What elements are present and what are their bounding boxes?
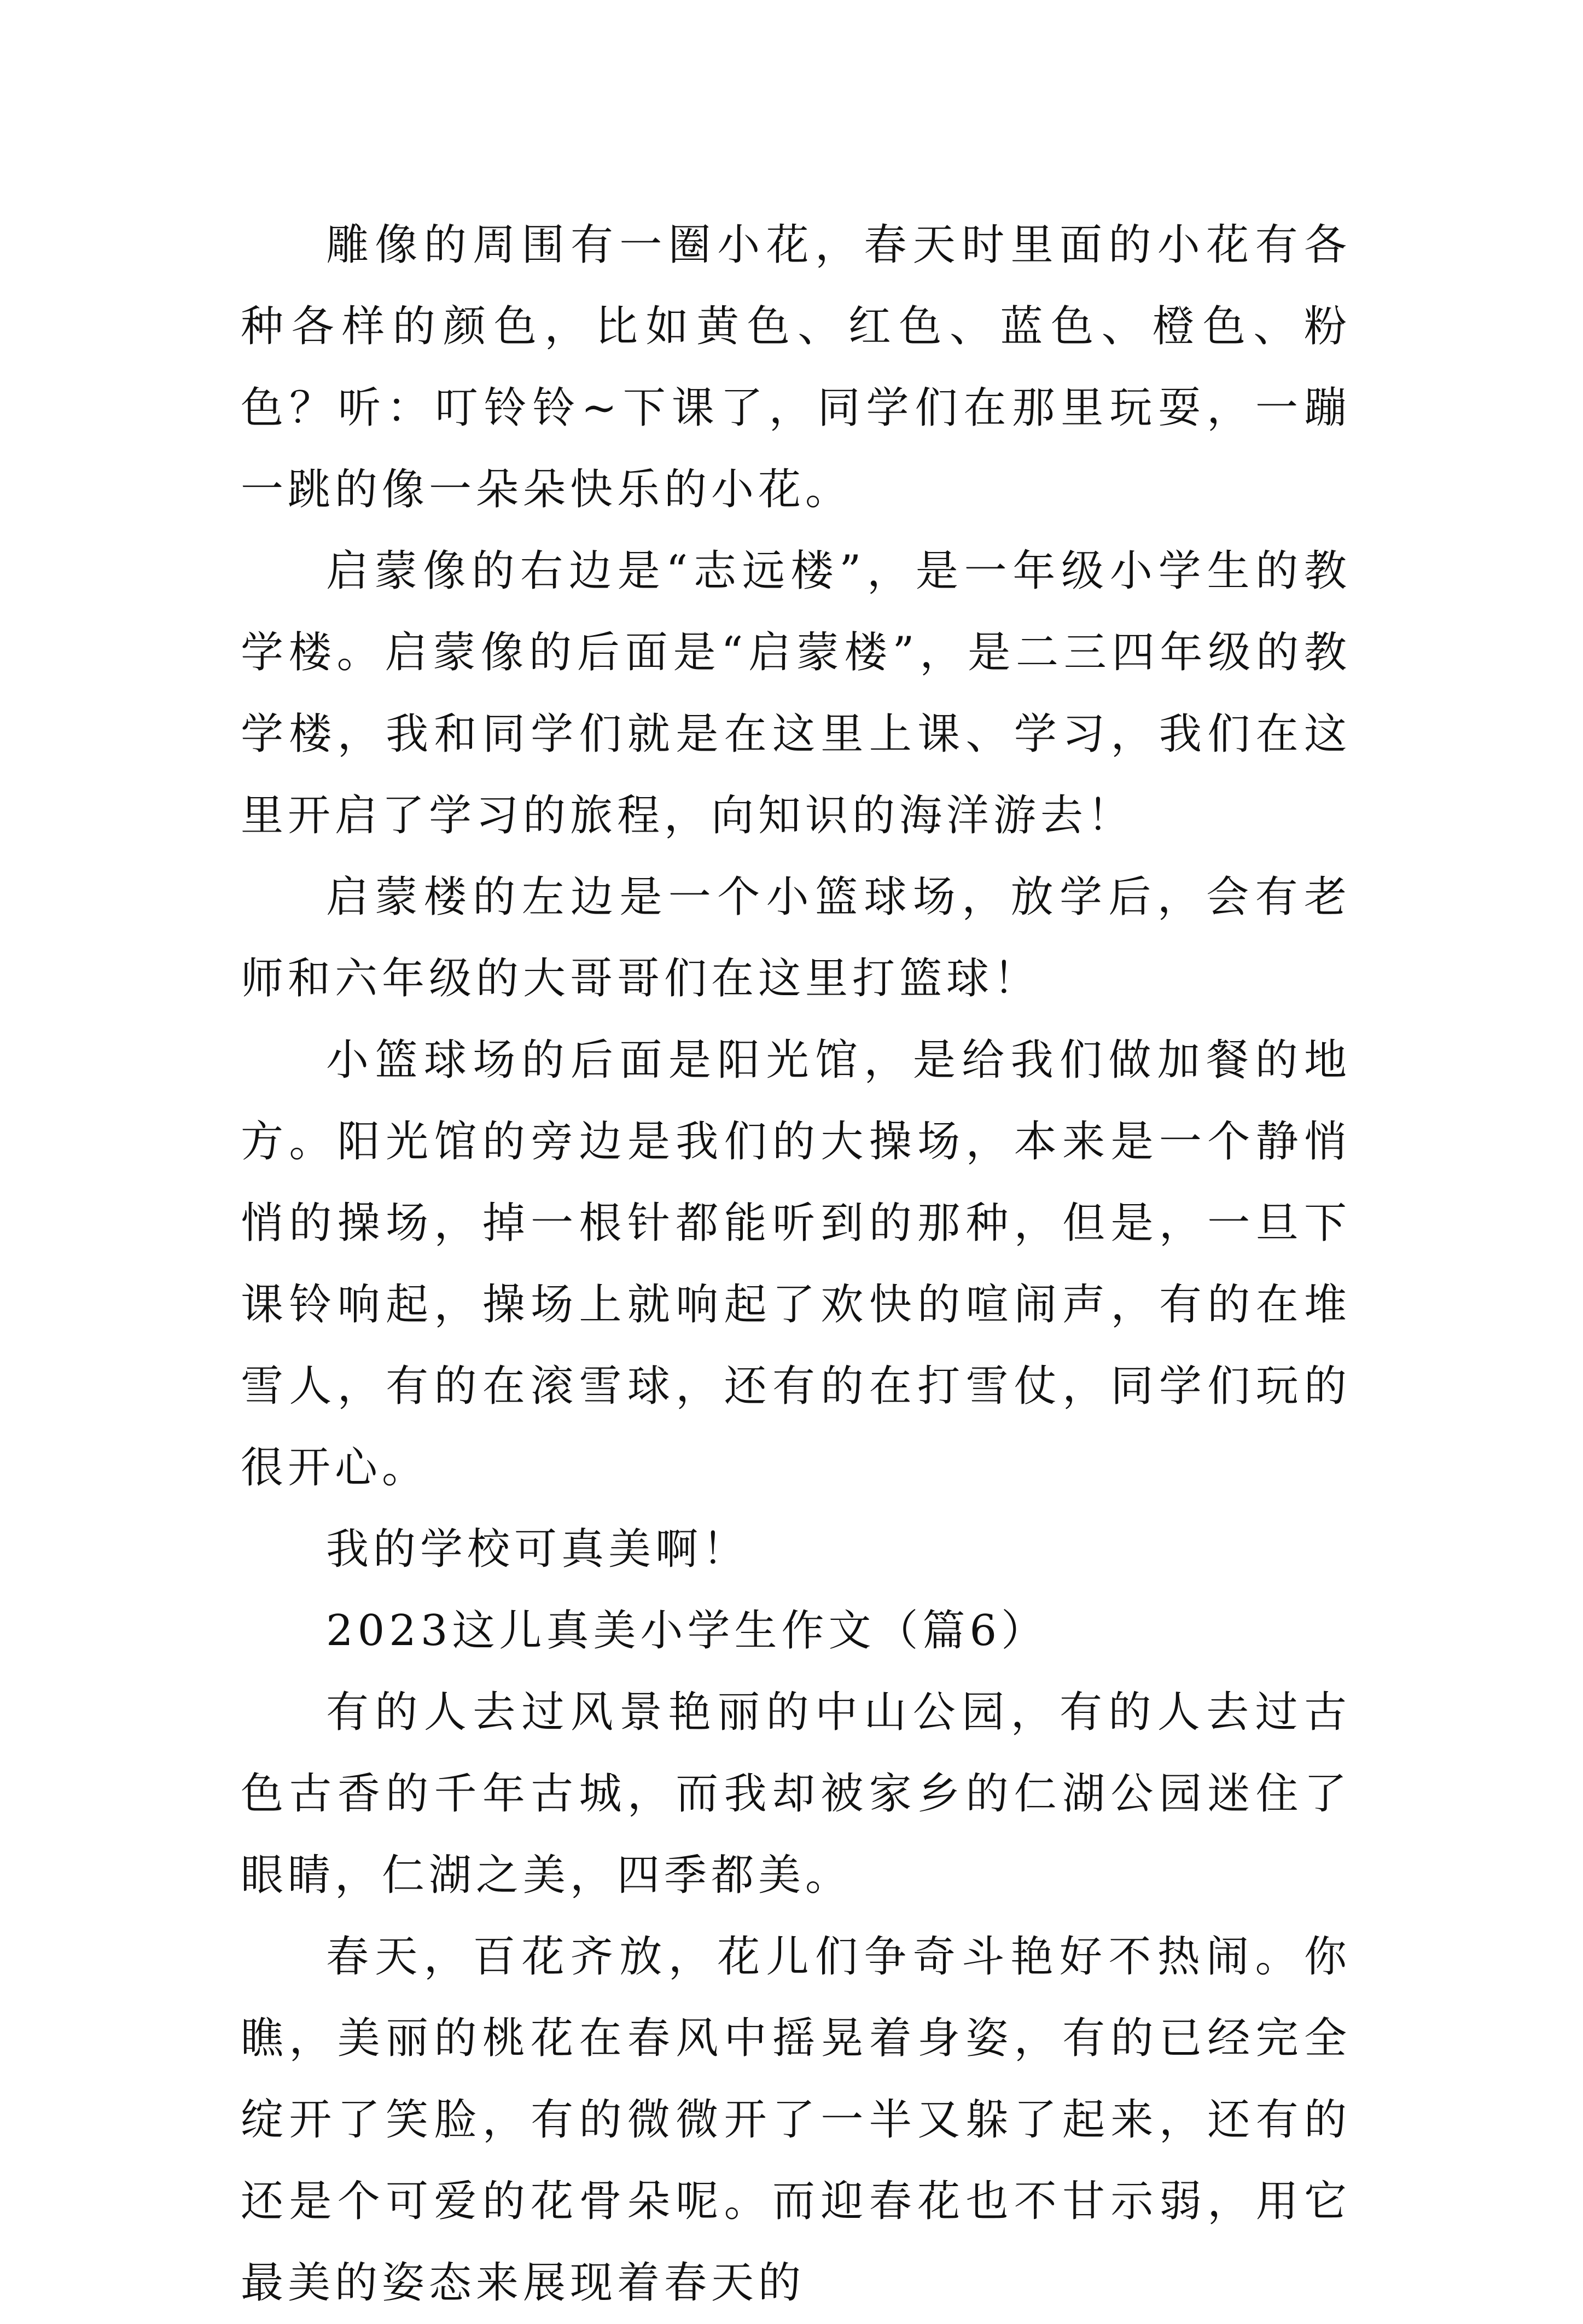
paragraph-spring: 春天，百花齐放，花儿们争奇斗艳好不热闹。你瞧，美丽的桃花在春风中摇晃着身姿，有的已经完全绽开了笑脸，有的微微开了一半又躲了起来，还有的还是个可爱的花骨朵呢。而迎春花也不甘示弱，用它最美的姿态来展现着春天的 [241, 1932, 1351, 2308]
paragraph-renhu-park: 有的人去过风景艳丽的中山公园，有的人去过古色古香的千年古城，而我却被家乡的仁湖公园迷住了眼睛，仁湖之美，四季都美。 [241, 1688, 1351, 1900]
paragraph-buildings: 启蒙像的右边是“志远楼”，是一年级小学生的教学楼。启蒙像的后面是“启蒙楼”，是二三四年级的教学楼，我和同学们就是在这里上课、学习，我们在这里开启了学习的旅程，向知识的海洋游去！ [241, 547, 1351, 840]
paragraph-school-beautiful: 我的学校可真美啊！ [326, 1525, 750, 1574]
paragraph-playground: 小篮球场的后面是阳光馆，是给我们做加餐的地方。阳光馆的旁边是我们的大操场，本来是一个静悄悄的操场，掉一根针都能听到的那种，但是，一旦下课铃响起，操场上就响起了欢快的喧闹声，有的在堆雪人，有的在滚雪球，还有的在打雪仗，同学们玩的很开心。 [241, 1036, 1351, 1492]
essay-heading: 2023这儿真美小学生作文（篇6） [326, 1606, 1049, 1655]
essay-body [241, 205, 1351, 2324]
paragraph-statue-flowers: 雕像的周围有一圈小花，春天时里面的小花有各种各样的颜色，比如黄色、红色、蓝色、橙色、粉色？听：叮铃铃~下课了，同学们在那里玩耍，一蹦一跳的像一朵朵快乐的小花。 [241, 220, 1351, 514]
paragraph-basketball-court: 启蒙楼的左边是一个小篮球场，放学后，会有老师和六年级的大哥哥们在这里打篮球！ [241, 873, 1351, 1003]
